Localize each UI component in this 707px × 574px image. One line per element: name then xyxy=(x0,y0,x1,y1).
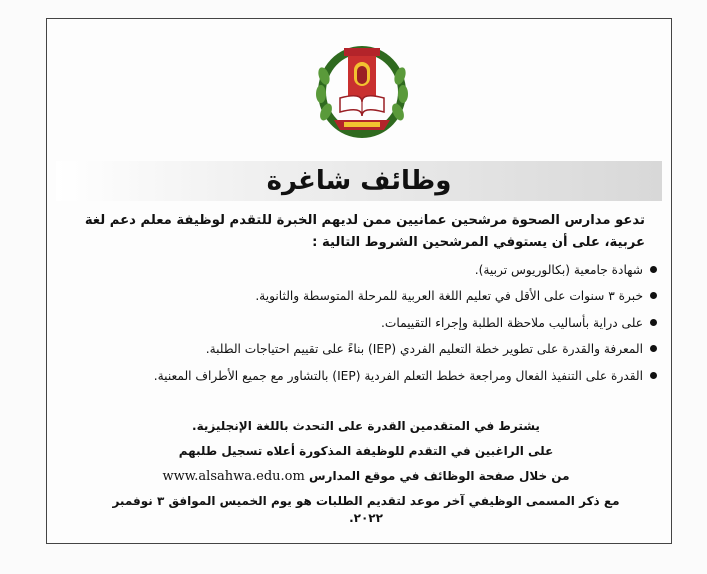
intro-paragraph: تدعو مدارس الصحوة مرشحين عمانيين ممن لديهم الخبرة للتقدم لوظيفة معلم دعم لغة عربية، على أن يستوفي المرشحين الشروط التالية : xyxy=(84,213,645,250)
page-title: وظائف شاغرة xyxy=(266,166,452,196)
apply-instruction: على الراغبين في التقدم للوظيفة المذكورة أعلاه تسجيل طلبهم xyxy=(178,444,554,458)
website-link[interactable]: www.alsahwa.edu.om xyxy=(162,469,305,484)
application-notes xyxy=(96,418,636,535)
apply-via-line xyxy=(96,468,636,485)
apply-via-text: من خلال صفحة الوظائف في موقع المدارس xyxy=(308,469,570,483)
deadline-note: مع ذكر المسمى الوظيفي آخر موعد لتقديم الطلبات هو يوم الخميس الموافق ٣ نوفمبر ٢٠٢٢. xyxy=(112,494,620,525)
requirement-item: القدرة على التنفيذ الفعال ومراجعة خطط التعلم الفردية (IEP) بالتشاور مع جميع الأطراف المعنية. xyxy=(59,368,659,384)
requirement-item: خبرة ٣ سنوات على الأقل في تعليم اللغة العربية للمرحلة المتوسطة والثانوية. xyxy=(59,288,659,304)
requirement-item: المعرفة والقدرة على تطوير خطة التعليم الفردي (IEP) بناءً على تقييم احتياجات الطلبة. xyxy=(59,341,659,357)
english-requirement-note: يشترط في المتقدمين القدرة على التحدث باللغة الإنجليزية. xyxy=(192,419,540,433)
requirement-item: على دراية بأساليب ملاحظة الطلبة وإجراء التقييمات. xyxy=(59,315,659,331)
requirement-item: شهادة جامعية (بكالوريوس تربية). xyxy=(59,262,659,278)
requirements-list xyxy=(59,262,659,394)
school-emblem-logo xyxy=(314,36,410,140)
